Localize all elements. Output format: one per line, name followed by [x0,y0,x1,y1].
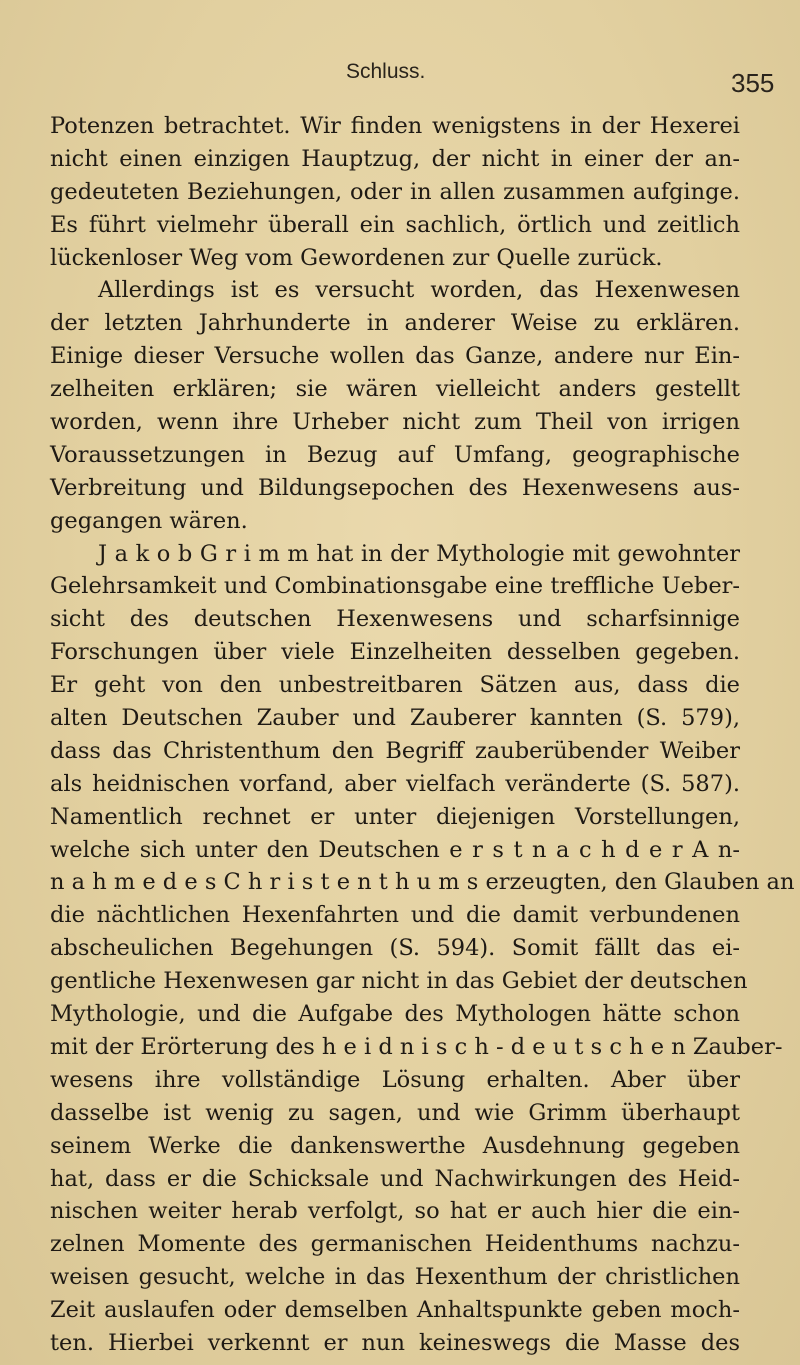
text-line: weisen gesucht, welche in das Hexenthum der christlichen [50,1264,740,1291]
text-line: Gelehrsamkeit und Combinationsgabe eine treffliche Ueber- [50,573,740,600]
text-line: zelnen Momente des germanischen Heidenthums nachzu- [50,1231,740,1258]
text-line: lückenloser Weg vom Gewordenen zur Quelle zurück. [50,244,663,271]
text-line: Mythologie, und die Aufgabe des Mythologen hätte schon [50,1001,740,1028]
text-line: Voraussetzungen in Bezug auf Umfang, geographische [50,441,740,468]
text-line: worden, wenn ihre Urheber nicht zum Theil von irrigen [50,409,740,436]
text-line: welche sich unter den Deutschen e r s t n a c h d e r A n- [50,836,740,863]
text-line: n a h m e d e s C h r i s t e n t h u m s erzeugten, den Glauben an [50,869,795,896]
text-line: sicht des deutschen Hexenwesens und scharfsinnige [50,606,740,633]
running-title: Schluss. [346,60,426,83]
text-line: nischen weiter herab verfolgt, so hat er auch hier die ein- [50,1198,740,1225]
text-line: J a k o b G r i m m hat in der Mythologie mit gewohnter [98,540,740,567]
text-line: Forschungen über viele Einzelheiten desselben gegeben. [50,639,740,666]
text-line: die nächtlichen Hexenfahrten und die damit verbundenen [50,902,740,929]
text-line: Allerdings ist es versucht worden, das Hexenwesen [98,277,740,304]
text-line: gegangen wären. [50,507,248,534]
text-line: hat, dass er die Schicksale und Nachwirkungen des Heid- [50,1165,740,1192]
text-line: gedeuteten Beziehungen, oder in allen zusammen aufginge. [50,178,740,205]
text-line: zelheiten erklären; sie wären vielleicht anders gestellt [50,376,740,403]
text-line: wesens ihre vollständige Lösung erhalten. Aber über [50,1066,740,1093]
text-line: dasselbe ist wenig zu sagen, und wie Grimm überhaupt [50,1099,740,1126]
body-text [50,110,795,1360]
page-number: 355 [731,68,775,98]
text-line: abscheulichen Begehungen (S. 594). Somit fällt das ei- [50,935,740,962]
text-line: gentliche Hexenwesen gar nicht in das Gebiet der deutschen [50,968,748,995]
text-line: der letzten Jahrhunderte in anderer Weise zu erklären. [50,310,740,337]
running-head [0,60,800,100]
text-line: seinem Werke die dankenswerthe Ausdehnung gegeben [50,1132,740,1159]
text-line: Einige dieser Versuche wollen das Ganze, andere nur Ein- [50,343,740,370]
text-line: dass das Christenthum den Begriff zauberübender Weiber [50,737,740,764]
text-line: mit der Erörterung des h e i d n i s c h - d e u t s c h e n Zauber- [50,1033,783,1060]
text-line: nicht einen einzigen Hauptzug, der nicht in einer der an- [50,145,740,172]
text-line: Verbreitung und Bildungsepochen des Hexenwesens aus- [50,474,740,501]
text-line: Namentlich rechnet er unter diejenigen Vorstellungen, [50,803,740,830]
text-line: alten Deutschen Zauber und Zauberer kannten (S. 579), [50,705,740,732]
text-line: Er geht von den unbestreitbaren Sätzen aus, dass die [50,672,740,699]
text-line: Es führt vielmehr überall ein sachlich, örtlich und zeitlich [50,211,740,238]
text-line: Potenzen betrachtet. Wir finden wenigstens in der Hexerei [50,113,740,139]
text-line: Zeit auslaufen oder demselben Anhaltspunkte geben moch- [50,1297,740,1324]
text-line: ten. Hierbei verkennt er nun keineswegs die Masse des [50,1329,740,1356]
text-line: als heidnischen vorfand, aber vielfach veränderte (S. 587). [50,770,740,797]
